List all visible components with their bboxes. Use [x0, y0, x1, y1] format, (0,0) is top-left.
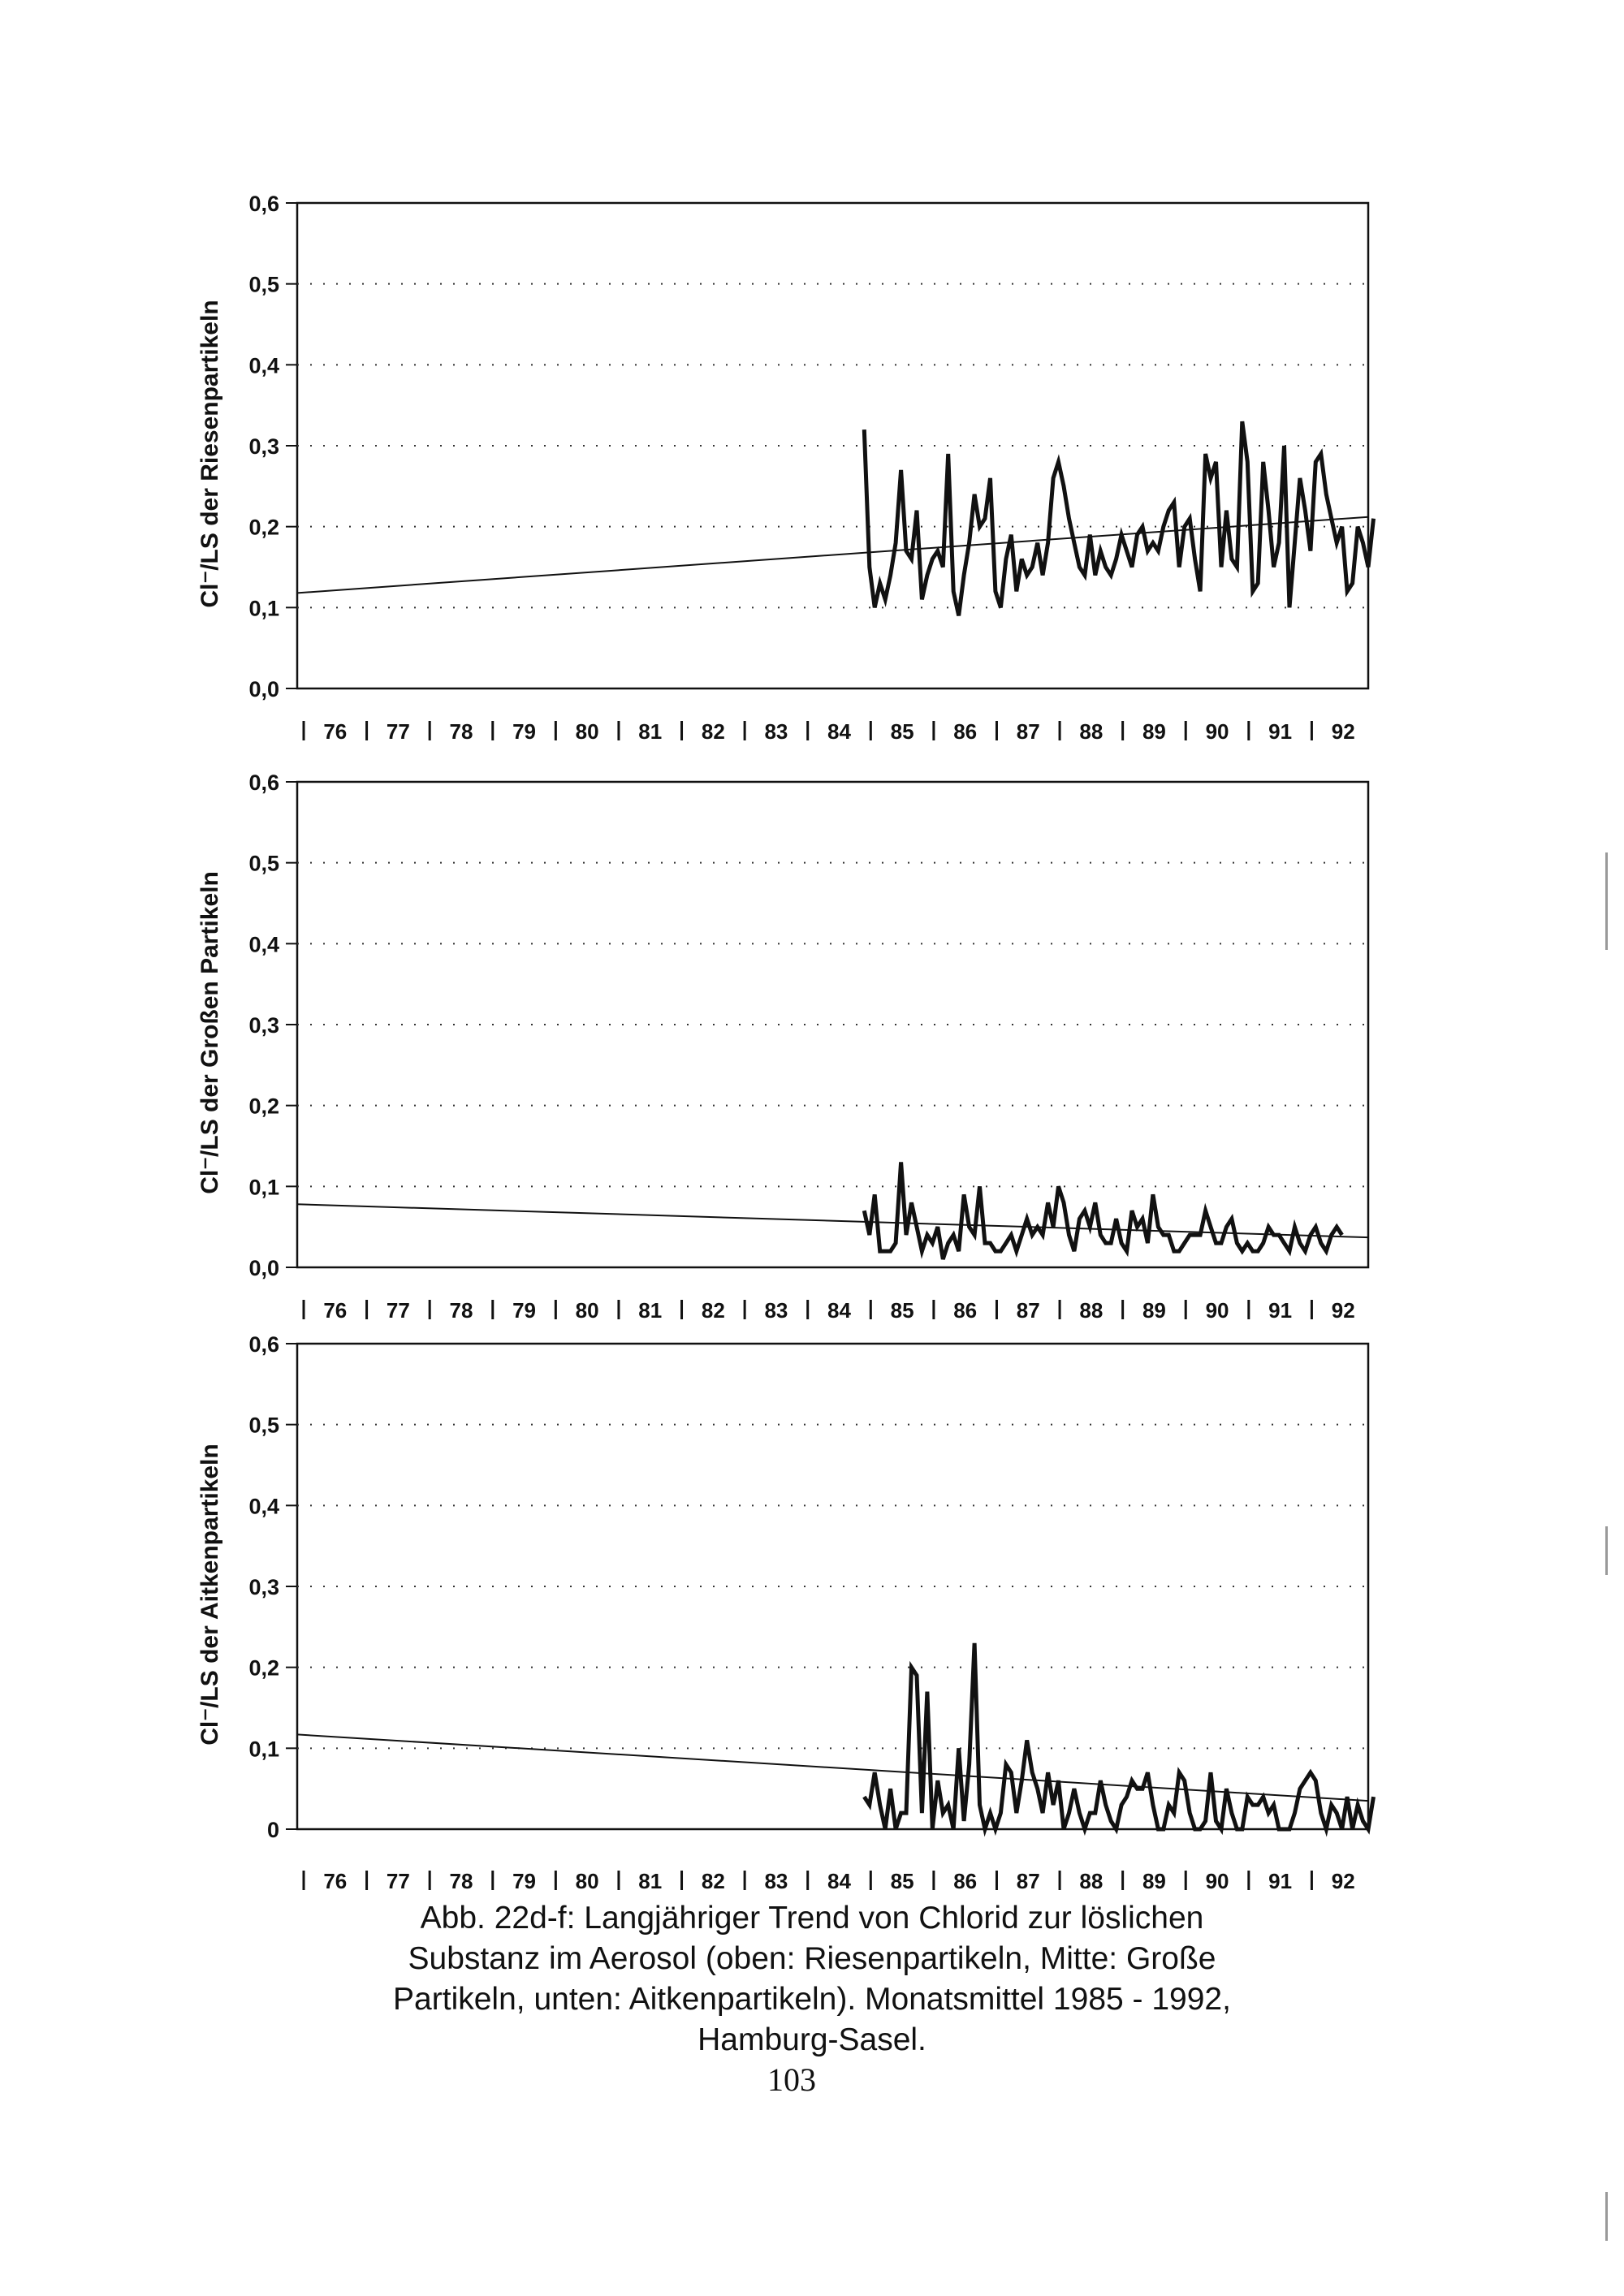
- x-tick-label: 85: [890, 1869, 914, 1893]
- y-tick-label: 0,3: [248, 1013, 279, 1038]
- y-axis-title: Cl⁻/LS der Großen Partikeln: [197, 871, 223, 1194]
- x-tick-label: 82: [701, 719, 725, 744]
- x-tick-label: 86: [953, 719, 978, 744]
- y-tick-label: 0,4: [248, 1494, 279, 1519]
- series-line: [864, 1643, 1373, 1829]
- x-tick-label: 84: [827, 1298, 851, 1323]
- x-tick-label: 89: [1142, 1298, 1166, 1323]
- x-tick-label: 77: [386, 1298, 410, 1323]
- y-tick-label: 0,4: [248, 353, 279, 378]
- x-tick-label: 84: [827, 1869, 851, 1893]
- y-tick-label: 0,0: [248, 1256, 279, 1280]
- x-tick-label: 78: [449, 1869, 473, 1893]
- x-tick-label: 80: [575, 719, 599, 744]
- x-tick-label: 92: [1331, 1869, 1355, 1893]
- x-tick-label: 90: [1205, 1298, 1229, 1323]
- x-tick-label: 83: [764, 719, 788, 744]
- x-tick-label: 80: [575, 1298, 599, 1323]
- caption-line-4: Hamburg-Sasel.: [698, 2022, 926, 2057]
- x-tick-label: 92: [1331, 1298, 1355, 1323]
- x-tick-label: 86: [953, 1298, 978, 1323]
- caption-line-2: Substanz im Aerosol (oben: Riesenpartikeln, Mitte: Große: [408, 1941, 1216, 1976]
- x-tick-label: 81: [638, 1869, 663, 1893]
- x-tick-label: 77: [386, 1869, 410, 1893]
- y-tick-label: 0,5: [248, 272, 279, 297]
- x-tick-label: 82: [701, 1869, 725, 1893]
- page-number: 103: [767, 2061, 816, 2098]
- x-tick-label: 79: [512, 1298, 537, 1323]
- series-line: [864, 421, 1373, 615]
- x-tick-label: 76: [323, 1298, 348, 1323]
- x-tick-label: 76: [323, 719, 348, 744]
- trend-line: [297, 517, 1368, 593]
- x-tick-label: 91: [1268, 1298, 1293, 1323]
- x-tick-label: 90: [1205, 719, 1229, 744]
- x-tick-label: 78: [449, 1298, 473, 1323]
- x-tick-label: 83: [764, 1869, 788, 1893]
- y-tick-label: 0,6: [248, 770, 279, 795]
- x-tick-label: 88: [1079, 1869, 1104, 1893]
- scan-edge-mark: [1605, 1526, 1608, 1575]
- y-tick-label: 0,1: [248, 1175, 279, 1200]
- x-tick-label: 87: [1016, 1869, 1040, 1893]
- x-tick-label: 81: [638, 1298, 663, 1323]
- y-axis-title: Cl⁻/LS der Riesenpartikeln: [197, 300, 223, 608]
- x-tick-label: 90: [1205, 1869, 1229, 1893]
- x-tick-label: 84: [827, 719, 851, 744]
- x-tick-label: 87: [1016, 719, 1040, 744]
- x-tick-label: 77: [386, 719, 410, 744]
- y-tick-label: 0,0: [248, 677, 279, 701]
- y-tick-label: 0,5: [248, 1413, 279, 1438]
- y-tick-label: 0,2: [248, 515, 279, 540]
- y-tick-label: 0,6: [248, 192, 279, 216]
- x-tick-label: 76: [323, 1869, 348, 1893]
- x-tick-label: 91: [1268, 1869, 1293, 1893]
- x-tick-label: 89: [1142, 719, 1166, 744]
- y-axis-title: Cl⁻/LS der Aitkenpartikeln: [197, 1444, 223, 1746]
- x-tick-label: 79: [512, 719, 537, 744]
- y-tick-label: 0: [266, 1818, 279, 1842]
- x-tick-label: 91: [1268, 719, 1293, 744]
- x-tick-label: 89: [1142, 1869, 1166, 1893]
- y-tick-label: 0,3: [248, 1575, 279, 1599]
- x-tick-label: 80: [575, 1869, 599, 1893]
- y-tick-label: 0,2: [248, 1094, 279, 1119]
- x-tick-label: 78: [449, 719, 473, 744]
- y-tick-label: 0,4: [248, 932, 279, 957]
- y-tick-label: 0,6: [248, 1332, 279, 1357]
- y-tick-label: 0,2: [248, 1655, 279, 1681]
- y-tick-label: 0,3: [248, 434, 279, 459]
- series-line: [864, 1162, 1341, 1259]
- scan-edge-mark: [1605, 2192, 1608, 2241]
- y-tick-label: 0,5: [248, 851, 279, 876]
- y-tick-label: 0,1: [248, 1737, 279, 1762]
- scan-edge-mark: [1605, 852, 1608, 950]
- x-tick-label: 86: [953, 1869, 978, 1893]
- x-tick-label: 92: [1331, 719, 1355, 744]
- x-tick-label: 88: [1079, 1298, 1104, 1323]
- x-tick-label: 79: [512, 1869, 537, 1893]
- x-tick-label: 87: [1016, 1298, 1040, 1323]
- x-tick-label: 88: [1079, 719, 1104, 744]
- x-tick-label: 81: [638, 719, 663, 744]
- x-tick-label: 82: [701, 1298, 725, 1323]
- x-tick-label: 83: [764, 1298, 788, 1323]
- caption-line-1: Abb. 22d-f: Langjähriger Trend von Chlorid zur löslichen: [420, 1901, 1204, 1936]
- figure-caption: [244, 1898, 1380, 2061]
- x-tick-label: 85: [890, 1298, 914, 1323]
- caption-line-3: Partikeln, unten: Aitkenpartikeln). Monatsmittel 1985 - 1992,: [393, 1982, 1231, 2017]
- x-tick-label: 85: [890, 719, 914, 744]
- y-tick-label: 0,1: [248, 596, 279, 621]
